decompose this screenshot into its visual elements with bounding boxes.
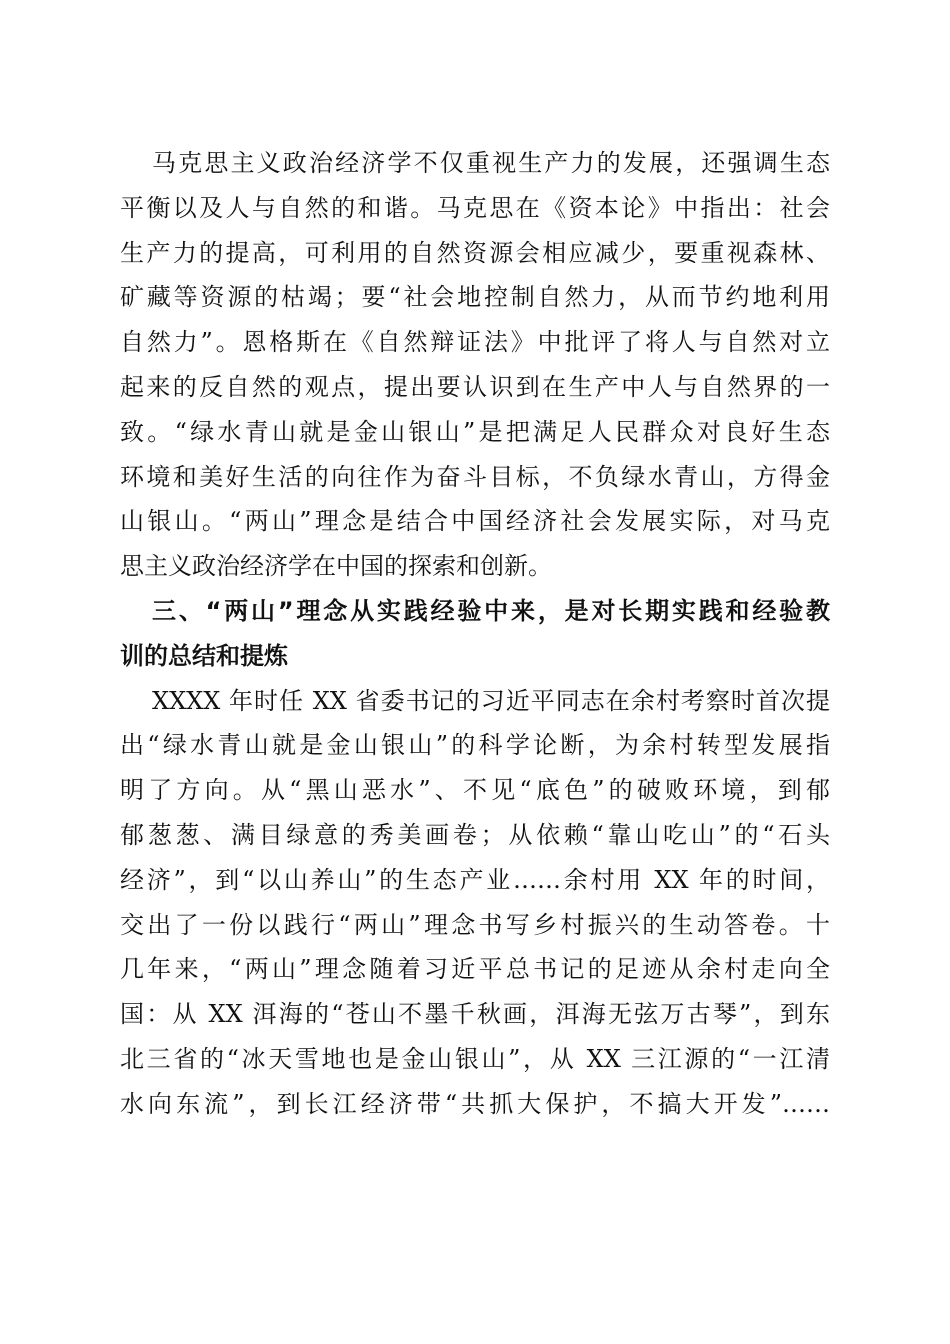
paragraph-line: 明了方向。从“黑山恶水”、不见“底色”的破败环境，到郁 <box>120 776 830 805</box>
paragraph-line: XXXX 年时任 XX 省委书记的习近平同志在余村考察时首次提 <box>152 686 830 715</box>
paragraph-line: 山银山。“两山”理念是结合中国经济社会发展实际，对马克 <box>120 507 830 536</box>
document-body <box>120 141 830 1127</box>
paragraph-line: 国：从 XX 洱海的“苍山不墨千秋画，洱海无弦万古琴”，到东 <box>120 1000 830 1029</box>
section-heading: 训的总结和提炼 <box>120 641 288 670</box>
paragraph-line: 起来的反自然的观点，提出要认识到在生产中人与自然界的一 <box>120 372 830 401</box>
paragraph-line: 平衡以及人与自然的和谐。马克思在《资本论》中指出：社会 <box>120 193 830 222</box>
paragraph-line: 马克思主义政治经济学不仅重视生产力的发展，还强调生态 <box>152 149 830 177</box>
paragraph-line: 经济”，到“以山养山”的生态产业……余村用 XX 年的时间， <box>120 865 830 894</box>
paragraph-line: 致。“绿水青山就是金山银山”是把满足人民群众对良好生态 <box>120 417 830 446</box>
paragraph-line: 矿藏等资源的枯竭；要“社会地控制自然力，从而节约地利用 <box>120 283 830 312</box>
paragraph-line: 思主义政治经济学在中国的探索和创新。 <box>120 552 552 581</box>
paragraph-line: 自然力”。恩格斯在《自然辩证法》中批评了将人与自然对立 <box>120 328 830 357</box>
section-heading: 三、“两山”理念从实践经验中来，是对长期实践和经验教 <box>152 596 830 625</box>
paragraph-line: 环境和美好生活的向往作为奋斗目标，不负绿水青山，方得金 <box>120 462 830 491</box>
paragraph-line: 郁葱葱、满目绿意的秀美画卷；从依赖“靠山吃山”的“石头 <box>120 820 830 849</box>
paragraph-line: 几年来，“两山”理念随着习近平总书记的足迹从余村走向全 <box>120 955 830 984</box>
paragraph-line: 北三省的“冰天雪地也是金山银山”，从 XX 三江源的“一江清 <box>120 1044 830 1073</box>
paragraph-line: 交出了一份以践行“两山”理念书写乡村振兴的生动答卷。十 <box>120 910 830 939</box>
paragraph-line: 出“绿水青山就是金山银山”的科学论断，为余村转型发展指 <box>120 731 830 760</box>
paragraph-line: 生产力的提高，可利用的自然资源会相应减少，要重视森林、 <box>120 238 830 267</box>
paragraph-line: 水向东流”，到长江经济带“共抓大保护，不搞大开发”…… <box>120 1089 830 1118</box>
